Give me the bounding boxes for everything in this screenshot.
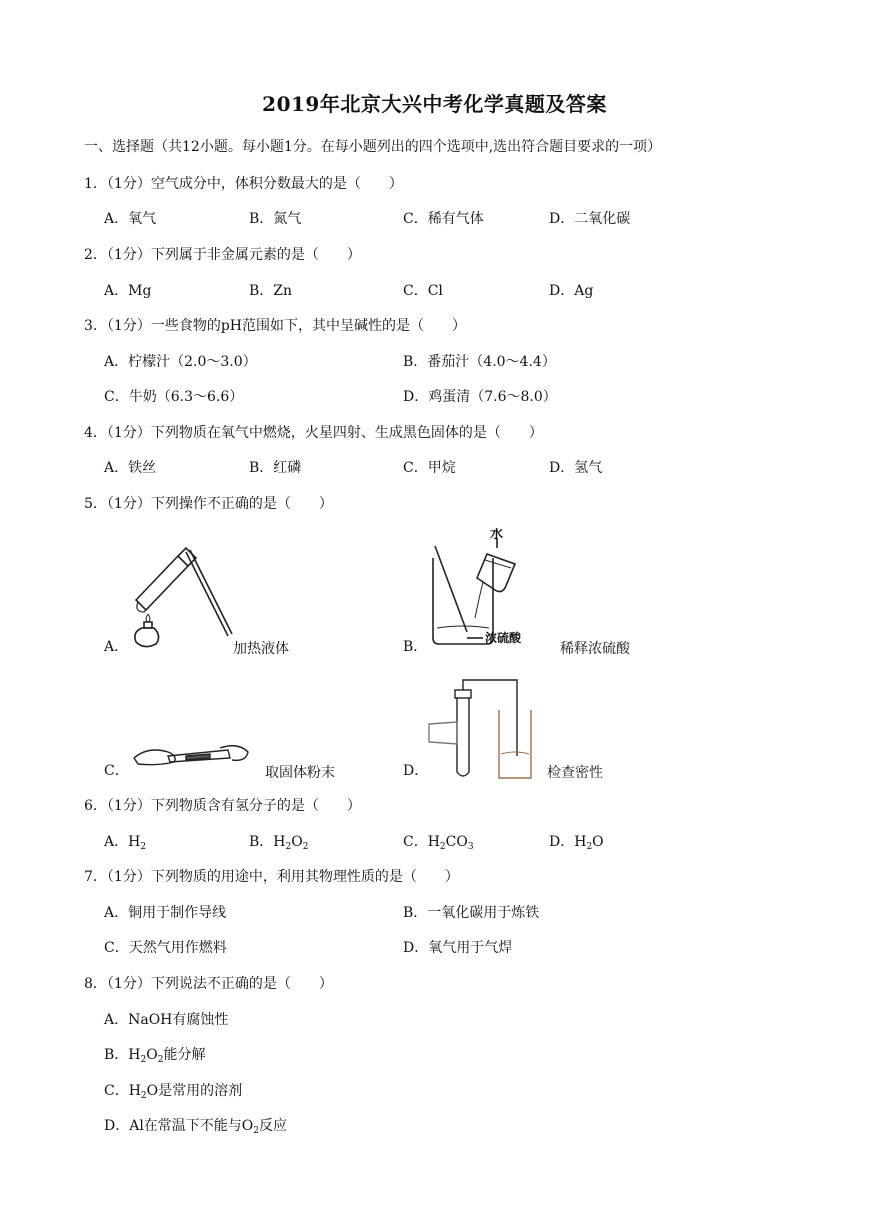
question-3-stem: 3．（1分）一些食物的pH范围如下，其中呈碱性的是（ ） — [84, 318, 466, 334]
question-8-stem: 8．（1分）下列说法不正确的是（ ） — [84, 976, 333, 992]
heating-liquid-figure — [128, 540, 238, 652]
question-4-stem: 4．（1分）下列物质在氧气中燃烧，火星四射、生成黑色固体的是（ ） — [84, 425, 543, 441]
solid-powder-caption: 取固体粉末 — [265, 765, 335, 781]
question-7-option-b[interactable]: B．一氧化碳用于炼铁 — [403, 905, 540, 921]
dilute-acid-figure — [425, 528, 555, 650]
question-7-option-d[interactable]: D．氧气用于气焊 — [403, 940, 513, 956]
question-1-stem: 1．（1分）空气成分中，体积分数最大的是（ ） — [84, 176, 403, 192]
question-3-option-a[interactable]: A．柠檬汁（2.0～3.0） — [104, 354, 257, 370]
question-2-option-b[interactable]: B．Zn — [249, 283, 293, 299]
question-7-stem: 7．（1分）下列物质的用途中，利用其物理性质的是（ ） — [84, 869, 459, 885]
question-1-option-a[interactable]: A．氧气 — [104, 211, 157, 227]
question-7-option-c[interactable]: C．天然气用作燃料 — [104, 940, 227, 956]
question-4-option-d[interactable]: D．氢气 — [549, 460, 603, 476]
airtightness-figure — [425, 674, 535, 786]
question-8-option-a[interactable]: A．NaOH有腐蚀性 — [104, 1012, 229, 1028]
question-6-option-c[interactable]: C．$H_2CO_3$ — [403, 834, 474, 852]
question-2-option-a[interactable]: A．Mg — [104, 283, 152, 299]
airtightness-caption: 检查密性 — [547, 765, 603, 781]
question-6-option-a[interactable]: A．$H_2$ — [104, 834, 147, 852]
question-5-option-a[interactable]: A． — [104, 639, 129, 655]
question-8-option-d[interactable]: D．Al在常温下不能与$O_2$反应 — [104, 1118, 288, 1136]
solid-powder-figure — [128, 738, 253, 770]
question-3-option-d[interactable]: D．鸡蛋清（7.6～8.0） — [403, 389, 557, 405]
question-3-option-b[interactable]: B．番茄汁（4.0～4.4） — [403, 354, 556, 370]
question-5-stem: 5．（1分）下列操作不正确的是（ ） — [84, 496, 333, 512]
question-2-option-c[interactable]: C．Cl — [403, 283, 443, 299]
question-1-option-d[interactable]: D．二氧化碳 — [549, 211, 631, 227]
question-1-option-b[interactable]: B．氮气 — [249, 211, 302, 227]
question-5-option-d[interactable]: D． — [403, 763, 429, 779]
question-8-option-c[interactable]: C．$H_2O$是常用的溶剂 — [104, 1083, 243, 1101]
question-4-option-b[interactable]: B．红磷 — [249, 460, 302, 476]
question-2-option-d[interactable]: D．Ag — [549, 283, 594, 299]
question-7-option-a[interactable]: A．铜用于制作导线 — [104, 905, 227, 921]
acid-label: 浓硫酸 — [485, 631, 522, 645]
question-3-option-c[interactable]: C．牛奶（6.3～6.6） — [104, 389, 244, 405]
question-4-option-a[interactable]: A．铁丝 — [104, 460, 157, 476]
question-6-option-d[interactable]: D．$H_2O$ — [549, 834, 604, 852]
dilute-acid-caption: 稀释浓硫酸 — [560, 641, 630, 657]
question-1-option-c[interactable]: C．稀有气体 — [403, 211, 484, 227]
question-4-option-c[interactable]: C．甲烷 — [403, 460, 456, 476]
question-6-stem: 6．（1分）下列物质含有氢分子的是（ ） — [84, 798, 361, 814]
water-label: 水 — [490, 528, 504, 542]
question-6-option-b[interactable]: B．$H_2O_2$ — [249, 834, 309, 852]
page-title: 2019年北京大兴中考化学真题及答案 — [262, 92, 607, 116]
question-2-stem: 2．（1分）下列属于非金属元素的是（ ） — [84, 247, 361, 263]
section-heading: 一、选择题（共12小题。每小题1分。在每小题列出的四个选项中,选出符合题目要求的一项） — [84, 139, 662, 155]
heating-liquid-caption: 加热液体 — [233, 641, 289, 657]
question-5-option-c[interactable]: C． — [104, 763, 129, 779]
question-8-option-b[interactable]: B．$H_2O_2$能分解 — [104, 1047, 206, 1065]
question-5-option-b[interactable]: B． — [403, 639, 428, 655]
